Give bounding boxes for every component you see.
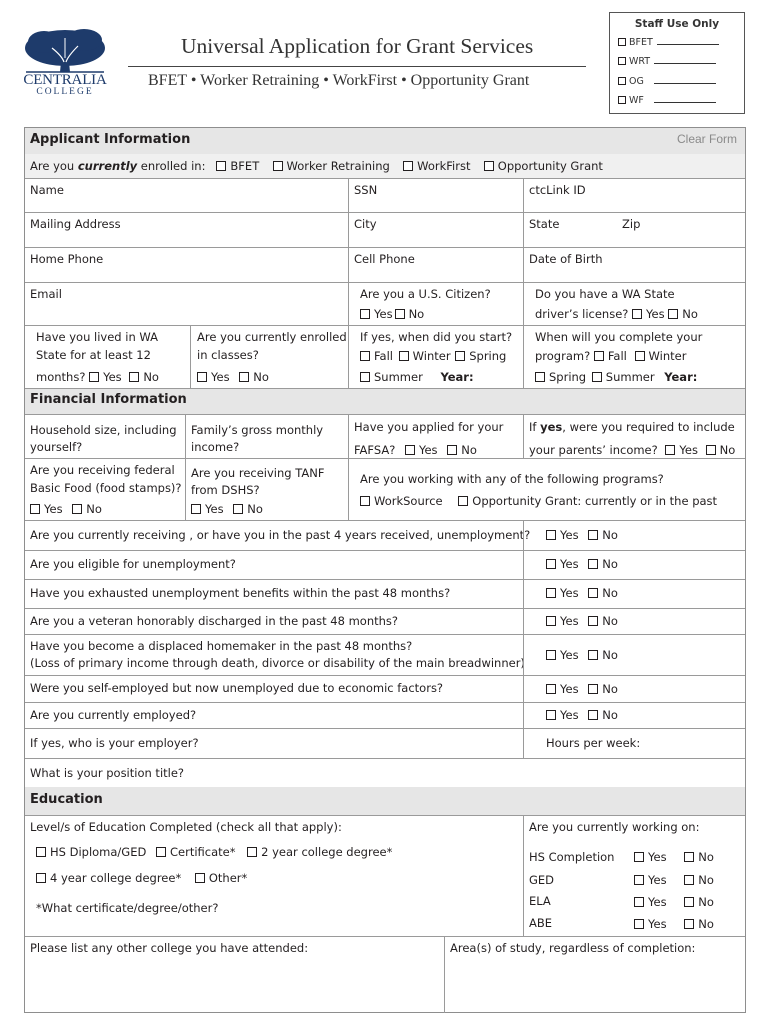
household-line2: yourself? bbox=[30, 440, 83, 454]
employed-no-checkbox[interactable] bbox=[588, 710, 598, 720]
ctclink-label: ctcLink ID bbox=[529, 183, 586, 197]
working-ged-no-checkbox[interactable] bbox=[684, 875, 694, 885]
food-stamps-line2: Basic Food (food stamps)? bbox=[30, 481, 182, 495]
degree-note: *What certificate/degree/other? bbox=[36, 901, 219, 915]
food-yes-checkbox[interactable] bbox=[30, 504, 40, 514]
working-abe-yes-checkbox[interactable] bbox=[634, 919, 644, 929]
license-yes-checkbox[interactable] bbox=[632, 309, 642, 319]
certificate-checkbox[interactable] bbox=[156, 847, 166, 857]
dob-label: Date of Birth bbox=[529, 252, 603, 266]
complete-summer-checkbox[interactable] bbox=[592, 372, 602, 382]
working-hs-label: HS Completion bbox=[529, 850, 615, 864]
fafsa-line2: FAFSA? Yes No bbox=[354, 443, 477, 457]
start-summer-checkbox[interactable] bbox=[360, 372, 370, 382]
veteran-options: Yes No bbox=[546, 612, 618, 630]
education-section-title: Education bbox=[30, 792, 103, 807]
staff-use-box bbox=[609, 12, 745, 114]
college-logo bbox=[22, 28, 108, 100]
citizen-no-checkbox[interactable] bbox=[395, 309, 405, 319]
enrolled-classes-line1: Are you currently enrolled bbox=[197, 330, 347, 344]
gross-income-line1: Family’s gross monthly bbox=[191, 423, 324, 437]
other-degree-checkbox[interactable] bbox=[195, 873, 205, 883]
parents-no-checkbox[interactable] bbox=[706, 445, 716, 455]
education-section-header bbox=[25, 787, 745, 815]
start-options-row1: Fall Winter Spring bbox=[360, 347, 506, 365]
license-question-line1: Do you have a WA State bbox=[535, 287, 675, 301]
fafsa-line1: Have you applied for your bbox=[354, 420, 504, 434]
email-label: Email bbox=[30, 287, 62, 301]
working-hs-yes-checkbox[interactable] bbox=[634, 852, 644, 862]
staff-item-wf: WF bbox=[618, 95, 716, 106]
food-stamps-line1: Are you receiving federal bbox=[30, 463, 175, 477]
working-ged-label: GED bbox=[529, 873, 555, 887]
working-ela-label: ELA bbox=[529, 894, 551, 908]
working-ela-yes-checkbox[interactable] bbox=[634, 897, 644, 907]
complete-question-line2: program? Fall Winter bbox=[535, 349, 687, 363]
clear-form-button[interactable]: Clear Form bbox=[676, 132, 737, 146]
title-divider bbox=[128, 66, 586, 67]
lived-question-line2: State for at least 12 bbox=[36, 348, 151, 362]
exhausted-question: Have you exhausted unemployment benefits within the past 48 months? bbox=[30, 586, 451, 600]
start-options-row2: Summer Year: bbox=[360, 368, 474, 386]
start-spring-checkbox[interactable] bbox=[455, 351, 465, 361]
staff-item-bfet: BFET bbox=[618, 37, 719, 48]
page-title: Universal Application for Grant Services bbox=[181, 34, 534, 58]
working-hs-options: Yes No bbox=[634, 848, 714, 866]
home-phone-label: Home Phone bbox=[30, 252, 104, 266]
eligible-options: Yes No bbox=[546, 555, 618, 573]
eligible-question: Are you eligible for unemployment? bbox=[30, 557, 236, 571]
enrolled-row: Are you currently enrolled in: BFET Worker Retraining WorkFirst Opportunity Grant bbox=[30, 159, 603, 173]
programs-options: WorkSource Opportunity Grant: currently or in the past bbox=[360, 492, 717, 510]
staff-item-wrt: WRT bbox=[618, 56, 716, 67]
veteran-question: Are you a veteran honorably discharged in the past 48 months? bbox=[30, 614, 399, 628]
staff-og-checkbox[interactable] bbox=[618, 77, 626, 85]
staff-wrt-checkbox[interactable] bbox=[618, 57, 626, 65]
enrolled-og-checkbox[interactable] bbox=[484, 161, 494, 171]
staff-item-og: OG bbox=[618, 76, 716, 87]
cell-phone-label: Cell Phone bbox=[354, 252, 415, 266]
zip-label: Zip bbox=[622, 217, 641, 231]
employed-options: Yes No bbox=[546, 706, 618, 724]
citizen-question: Are you a U.S. Citizen? bbox=[360, 287, 491, 301]
tanf-line2: from DSHS? bbox=[191, 483, 260, 497]
financial-section-title: Financial Information bbox=[30, 392, 187, 407]
enrolled-classes-line2: in classes? bbox=[197, 348, 259, 362]
logo-name: CENTRALIA bbox=[23, 72, 107, 88]
working-abe-no-checkbox[interactable] bbox=[684, 919, 694, 929]
financial-section-header bbox=[25, 388, 745, 414]
working-hs-no-checkbox[interactable] bbox=[684, 852, 694, 862]
employed-question: Are you currently employed? bbox=[30, 708, 197, 722]
citizen-yes-checkbox[interactable] bbox=[360, 309, 370, 319]
staff-use-title: Staff Use Only bbox=[634, 18, 720, 30]
complete-year-label: Year: bbox=[664, 370, 698, 384]
education-levels-row2: 4 year college degree* Other* bbox=[36, 869, 247, 887]
ssn-label: SSN bbox=[354, 183, 378, 197]
employer-label: If yes, who is your employer? bbox=[30, 736, 199, 750]
enrolled-wrt-checkbox[interactable] bbox=[273, 161, 283, 171]
homemaker-note: (Loss of primary income through death, divorce or disability of the main breadwinner) bbox=[30, 656, 525, 670]
exhausted-options: Yes No bbox=[546, 584, 618, 602]
areas-of-study-label: Area(s) of study, regardless of completion: bbox=[450, 941, 696, 955]
page-subtitle: BFET • Worker Retraining • WorkFirst • Opportunity Grant bbox=[148, 72, 530, 89]
complete-winter-checkbox[interactable] bbox=[635, 351, 645, 361]
four-year-degree-checkbox[interactable] bbox=[36, 873, 46, 883]
tree-icon bbox=[22, 28, 108, 74]
tanf-no-checkbox[interactable] bbox=[233, 504, 243, 514]
gross-income-line2: income? bbox=[191, 440, 240, 454]
two-year-degree-checkbox[interactable] bbox=[247, 847, 257, 857]
working-ged-options: Yes No bbox=[634, 871, 714, 889]
parents-income-line2: your parents’ income? Yes No bbox=[529, 443, 736, 457]
self-employed-yes-checkbox[interactable] bbox=[546, 684, 556, 694]
tanf-options: Yes No bbox=[191, 500, 263, 518]
veteran-yes-checkbox[interactable] bbox=[546, 616, 556, 626]
enrolled-workfirst-checkbox[interactable] bbox=[403, 161, 413, 171]
food-no-checkbox[interactable] bbox=[72, 504, 82, 514]
lived-question-line3: months? Yes No bbox=[36, 370, 159, 384]
veteran-no-checkbox[interactable] bbox=[588, 616, 598, 626]
city-label: City bbox=[354, 217, 377, 231]
eligible-no-checkbox[interactable] bbox=[588, 559, 598, 569]
complete-spring-checkbox[interactable] bbox=[535, 372, 545, 382]
working-abe-options: Yes No bbox=[634, 915, 714, 933]
complete-question-line1: When will you complete your bbox=[535, 330, 703, 344]
staff-wf-checkbox[interactable] bbox=[618, 96, 626, 104]
homemaker-no-checkbox[interactable] bbox=[588, 650, 598, 660]
self-employed-no-checkbox[interactable] bbox=[588, 684, 598, 694]
working-on-question: Are you currently working on: bbox=[529, 820, 700, 834]
fafsa-no-checkbox[interactable] bbox=[447, 445, 457, 455]
employed-yes-checkbox[interactable] bbox=[546, 710, 556, 720]
unemployment-yes-checkbox[interactable] bbox=[546, 530, 556, 540]
hours-per-week-label: Hours per week: bbox=[546, 736, 641, 750]
parents-yes-checkbox[interactable] bbox=[665, 445, 675, 455]
start-question: If yes, when did you start? bbox=[360, 330, 513, 344]
staff-bfet-checkbox[interactable] bbox=[618, 38, 626, 46]
start-winter-checkbox[interactable] bbox=[399, 351, 409, 361]
mailing-address-label: Mailing Address bbox=[30, 217, 121, 231]
license-question-line2: driver’s license? Yes No bbox=[535, 307, 698, 321]
complete-fall-checkbox[interactable] bbox=[594, 351, 604, 361]
applicant-section-header bbox=[25, 128, 745, 154]
working-ela-options: Yes No bbox=[634, 893, 714, 911]
worksource-checkbox[interactable] bbox=[360, 496, 370, 506]
complete-options-row2: Spring Summer Year: bbox=[535, 368, 697, 386]
unemployment-question: Are you currently receiving , or have you in the past 4 years received, unemployment? bbox=[30, 528, 531, 542]
tanf-yes-checkbox[interactable] bbox=[191, 504, 201, 514]
hs-diploma-checkbox[interactable] bbox=[36, 847, 46, 857]
enrolled-classes-no-checkbox[interactable] bbox=[239, 372, 249, 382]
education-levels-row1: HS Diploma/GED Certificate* 2 year college degree* bbox=[36, 843, 392, 861]
household-line1: Household size, including bbox=[30, 423, 177, 437]
exhausted-yes-checkbox[interactable] bbox=[546, 588, 556, 598]
start-year-label: Year: bbox=[440, 370, 474, 384]
lived-question-line1: Have you lived in WA bbox=[36, 330, 158, 344]
food-stamps-options: Yes No bbox=[30, 500, 102, 518]
homemaker-options: Yes No bbox=[546, 646, 618, 664]
homemaker-question: Have you become a displaced homemaker in the past 48 months? bbox=[30, 639, 413, 653]
state-label: State bbox=[529, 217, 560, 231]
position-title-label: What is your position title? bbox=[30, 766, 185, 780]
unemployment-options: Yes No bbox=[546, 526, 618, 544]
self-employed-question: Were you self-employed but now unemployed due to economic factors? bbox=[30, 681, 444, 695]
unemployment-no-checkbox[interactable] bbox=[588, 530, 598, 540]
self-employed-options: Yes No bbox=[546, 680, 618, 698]
eligible-yes-checkbox[interactable] bbox=[546, 559, 556, 569]
exhausted-no-checkbox[interactable] bbox=[588, 588, 598, 598]
enrolled-classes-yes-checkbox[interactable] bbox=[197, 372, 207, 382]
lived-yes-checkbox[interactable] bbox=[89, 372, 99, 382]
logo-subtitle: COLLEGE bbox=[36, 87, 94, 97]
name-label: Name bbox=[30, 183, 64, 197]
start-fall-checkbox[interactable] bbox=[360, 351, 370, 361]
working-ela-no-checkbox[interactable] bbox=[684, 897, 694, 907]
parents-income-line1: If yes, were you required to include bbox=[529, 420, 735, 434]
fafsa-yes-checkbox[interactable] bbox=[405, 445, 415, 455]
tanf-line1: Are you receiving TANF bbox=[191, 466, 325, 480]
citizen-options: Yes No bbox=[360, 305, 424, 323]
applicant-section-title: Applicant Information bbox=[30, 132, 191, 147]
working-abe-label: ABE bbox=[529, 916, 553, 930]
lived-no-checkbox[interactable] bbox=[129, 372, 139, 382]
programs-question: Are you working with any of the following programs? bbox=[360, 472, 664, 486]
opportunity-grant-checkbox[interactable] bbox=[458, 496, 468, 506]
enrolled-classes-options: Yes No bbox=[197, 368, 269, 386]
other-college-label: Please list any other college you have attended: bbox=[30, 941, 309, 955]
application-form bbox=[24, 127, 746, 1013]
license-no-checkbox[interactable] bbox=[668, 309, 678, 319]
working-ged-yes-checkbox[interactable] bbox=[634, 875, 644, 885]
enrolled-bfet-checkbox[interactable] bbox=[216, 161, 226, 171]
homemaker-yes-checkbox[interactable] bbox=[546, 650, 556, 660]
education-levels-question: Level/s of Education Completed (check all that apply): bbox=[30, 820, 342, 834]
